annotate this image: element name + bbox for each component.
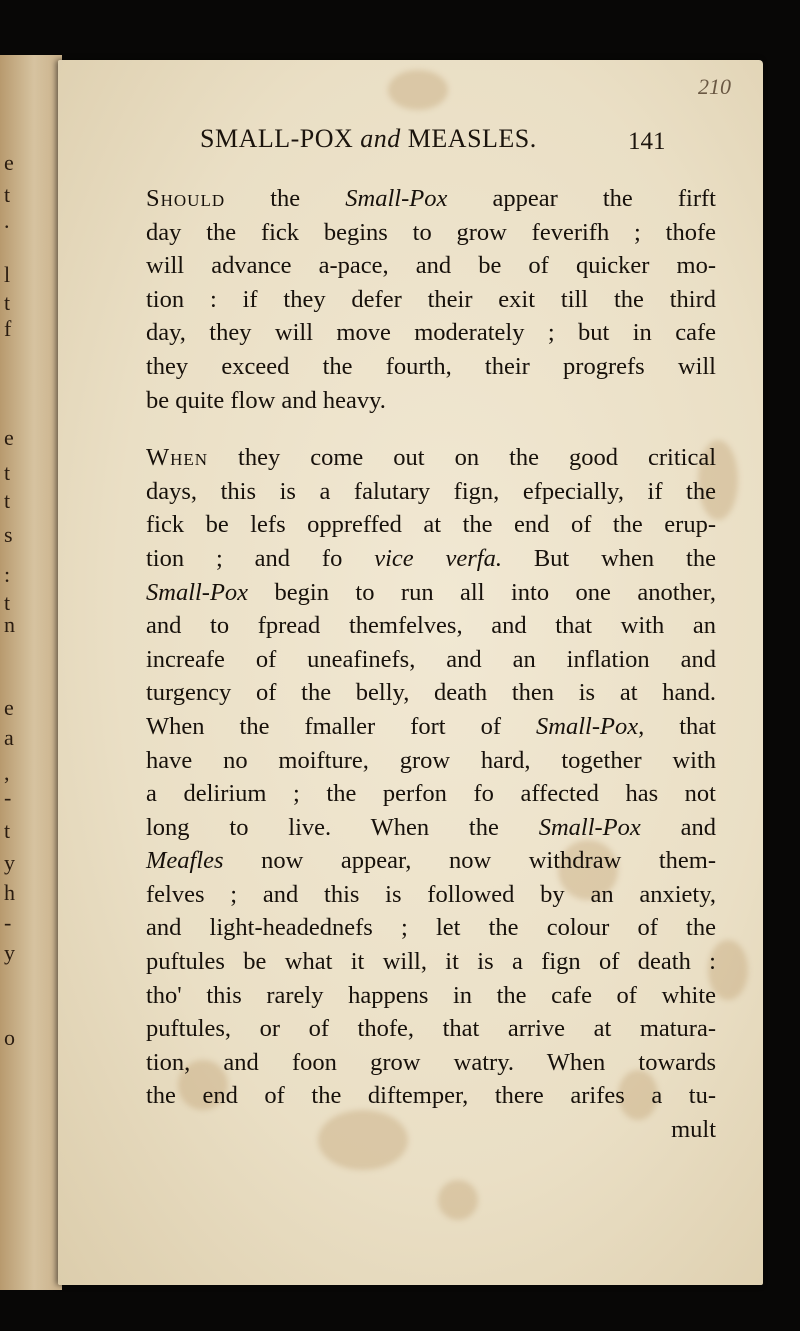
italic-term: Small-Pox, (536, 712, 645, 740)
italic-term: vice verfa. (374, 544, 502, 572)
italic-term: Small-Pox (538, 813, 641, 841)
text-line (146, 609, 716, 643)
text-run: the end of the diftemper, there arifes a tu- (146, 1082, 716, 1110)
verso-glyph: t (4, 460, 11, 485)
text-line (146, 350, 716, 384)
text-run: and to fpread themfelves, and that with an (146, 612, 716, 640)
verso-glyph: , (4, 760, 10, 785)
text-line (146, 643, 716, 677)
text-run: and (640, 813, 717, 841)
verso-glyph: - (4, 785, 12, 810)
verso-glyph: t (4, 590, 11, 615)
text-line (146, 508, 716, 542)
running-head-conjunction: and (360, 124, 401, 153)
text-run: turgency of the belly, death then is at hand. (146, 679, 716, 707)
text-run: long to live. When the (146, 813, 539, 841)
book-page (58, 60, 763, 1285)
text-line (146, 777, 716, 811)
verso-glyph: : (4, 562, 11, 587)
text-line (146, 878, 716, 912)
paragraph-lead-word: Should (146, 185, 226, 212)
verso-glyph: f (4, 316, 12, 341)
folio-mark: 210 (698, 74, 731, 99)
verso-glyph: o (4, 1025, 15, 1050)
text-run: appear the firft (447, 185, 716, 212)
running-head-left: SMALL-POX (200, 124, 354, 153)
text-line (146, 441, 716, 475)
text-run: day the fick begins to grow feverifh ; thofe (146, 218, 716, 246)
text-run: puftules, or of thofe, that arrive at matura- (146, 1015, 716, 1043)
text-line (146, 811, 716, 845)
catchword: mult (671, 1116, 716, 1144)
text-line (146, 1079, 716, 1113)
verso-glyph: t (4, 182, 11, 207)
text-line (146, 744, 716, 778)
text-line (146, 1012, 716, 1046)
verso-glyph: e (4, 425, 14, 450)
verso-glyph: . (4, 208, 10, 233)
verso-glyph: - (4, 910, 12, 935)
verso-glyph: s (4, 522, 13, 547)
text-run: day, they will move moderately ; but in cafe (146, 319, 716, 347)
text-run: begin to run all into one another, (248, 578, 716, 606)
text-run: and light-headednefs ; let the colour of the (146, 914, 716, 942)
verso-glyph: t (4, 290, 11, 315)
paragraph-2 (146, 441, 716, 1113)
text-run: increafe of uneafinefs, and an inflation and (146, 645, 716, 673)
text-run: tion, and foon grow watry. When towards (146, 1048, 716, 1076)
text-line (146, 979, 716, 1013)
verso-glyph: y (4, 850, 15, 875)
verso-glyph: h (4, 880, 15, 905)
text-line (146, 384, 716, 418)
paragraph-1 (146, 182, 716, 417)
text-line (146, 844, 716, 878)
verso-page-edge (0, 55, 62, 1290)
text-line (146, 216, 716, 250)
verso-glyph: n (4, 612, 15, 637)
running-head-right: MEASLES. (407, 124, 537, 153)
italic-term: Small-Pox (146, 578, 249, 606)
text-run: tion ; and fo (146, 544, 375, 572)
text-run: fick be lefs oppreffed at the end of the erup- (146, 511, 716, 539)
text-run: that (644, 712, 716, 740)
running-head (200, 124, 537, 154)
text-run: the (225, 185, 346, 212)
text-run: days, this is a falutary fign, efpecially, if the (146, 477, 716, 505)
text-run: puftules be what it will, it is a fign of death : (146, 948, 716, 976)
text-run: felves ; and this is followed by an anxiety, (146, 880, 716, 908)
text-run: tion : if they defer their exit till the third (146, 285, 716, 313)
text-line (146, 283, 716, 317)
verso-glyph: a (4, 725, 14, 750)
text-run: they come out on the good critical (208, 444, 716, 472)
verso-glyph: t (4, 488, 11, 513)
text-run: tho' this rarely happens in the cafe of white (146, 981, 716, 1009)
text-run: a delirium ; the perfon fo affected has not (146, 780, 716, 808)
verso-glyph: y (4, 940, 15, 965)
text-line (146, 911, 716, 945)
text-run: But when the (501, 544, 716, 572)
text-line (146, 945, 716, 979)
verso-glyph: e (4, 150, 14, 175)
text-run: they exceed the fourth, their progrefs will (146, 352, 716, 380)
text-line (146, 710, 716, 744)
text-line (146, 316, 716, 350)
italic-term: Meafles (146, 847, 224, 875)
text-line (146, 676, 716, 710)
text-line (146, 576, 716, 610)
text-run: will advance a-pace, and be of quicker mo- (146, 252, 716, 280)
foxing-stain (438, 1180, 478, 1220)
text-run: now appear, now withdraw them- (223, 847, 716, 875)
page-number: 141 (628, 128, 666, 155)
text-run: have no moifture, grow hard, together with (146, 746, 716, 774)
text-run: When the fmaller fort of (146, 712, 537, 740)
italic-term: Small-Pox (345, 185, 448, 212)
text-line (146, 475, 716, 509)
paragraph-lead-word: When (146, 444, 209, 472)
text-run: be quite flow and heavy. (146, 386, 386, 414)
body-text (146, 182, 716, 1147)
verso-glyph: e (4, 695, 14, 720)
text-line (146, 542, 716, 576)
text-line (146, 182, 716, 216)
verso-glyph: l (4, 262, 11, 287)
verso-glyph: t (4, 818, 11, 843)
foxing-stain (388, 70, 448, 110)
text-line (146, 1046, 716, 1080)
text-line (146, 249, 716, 283)
